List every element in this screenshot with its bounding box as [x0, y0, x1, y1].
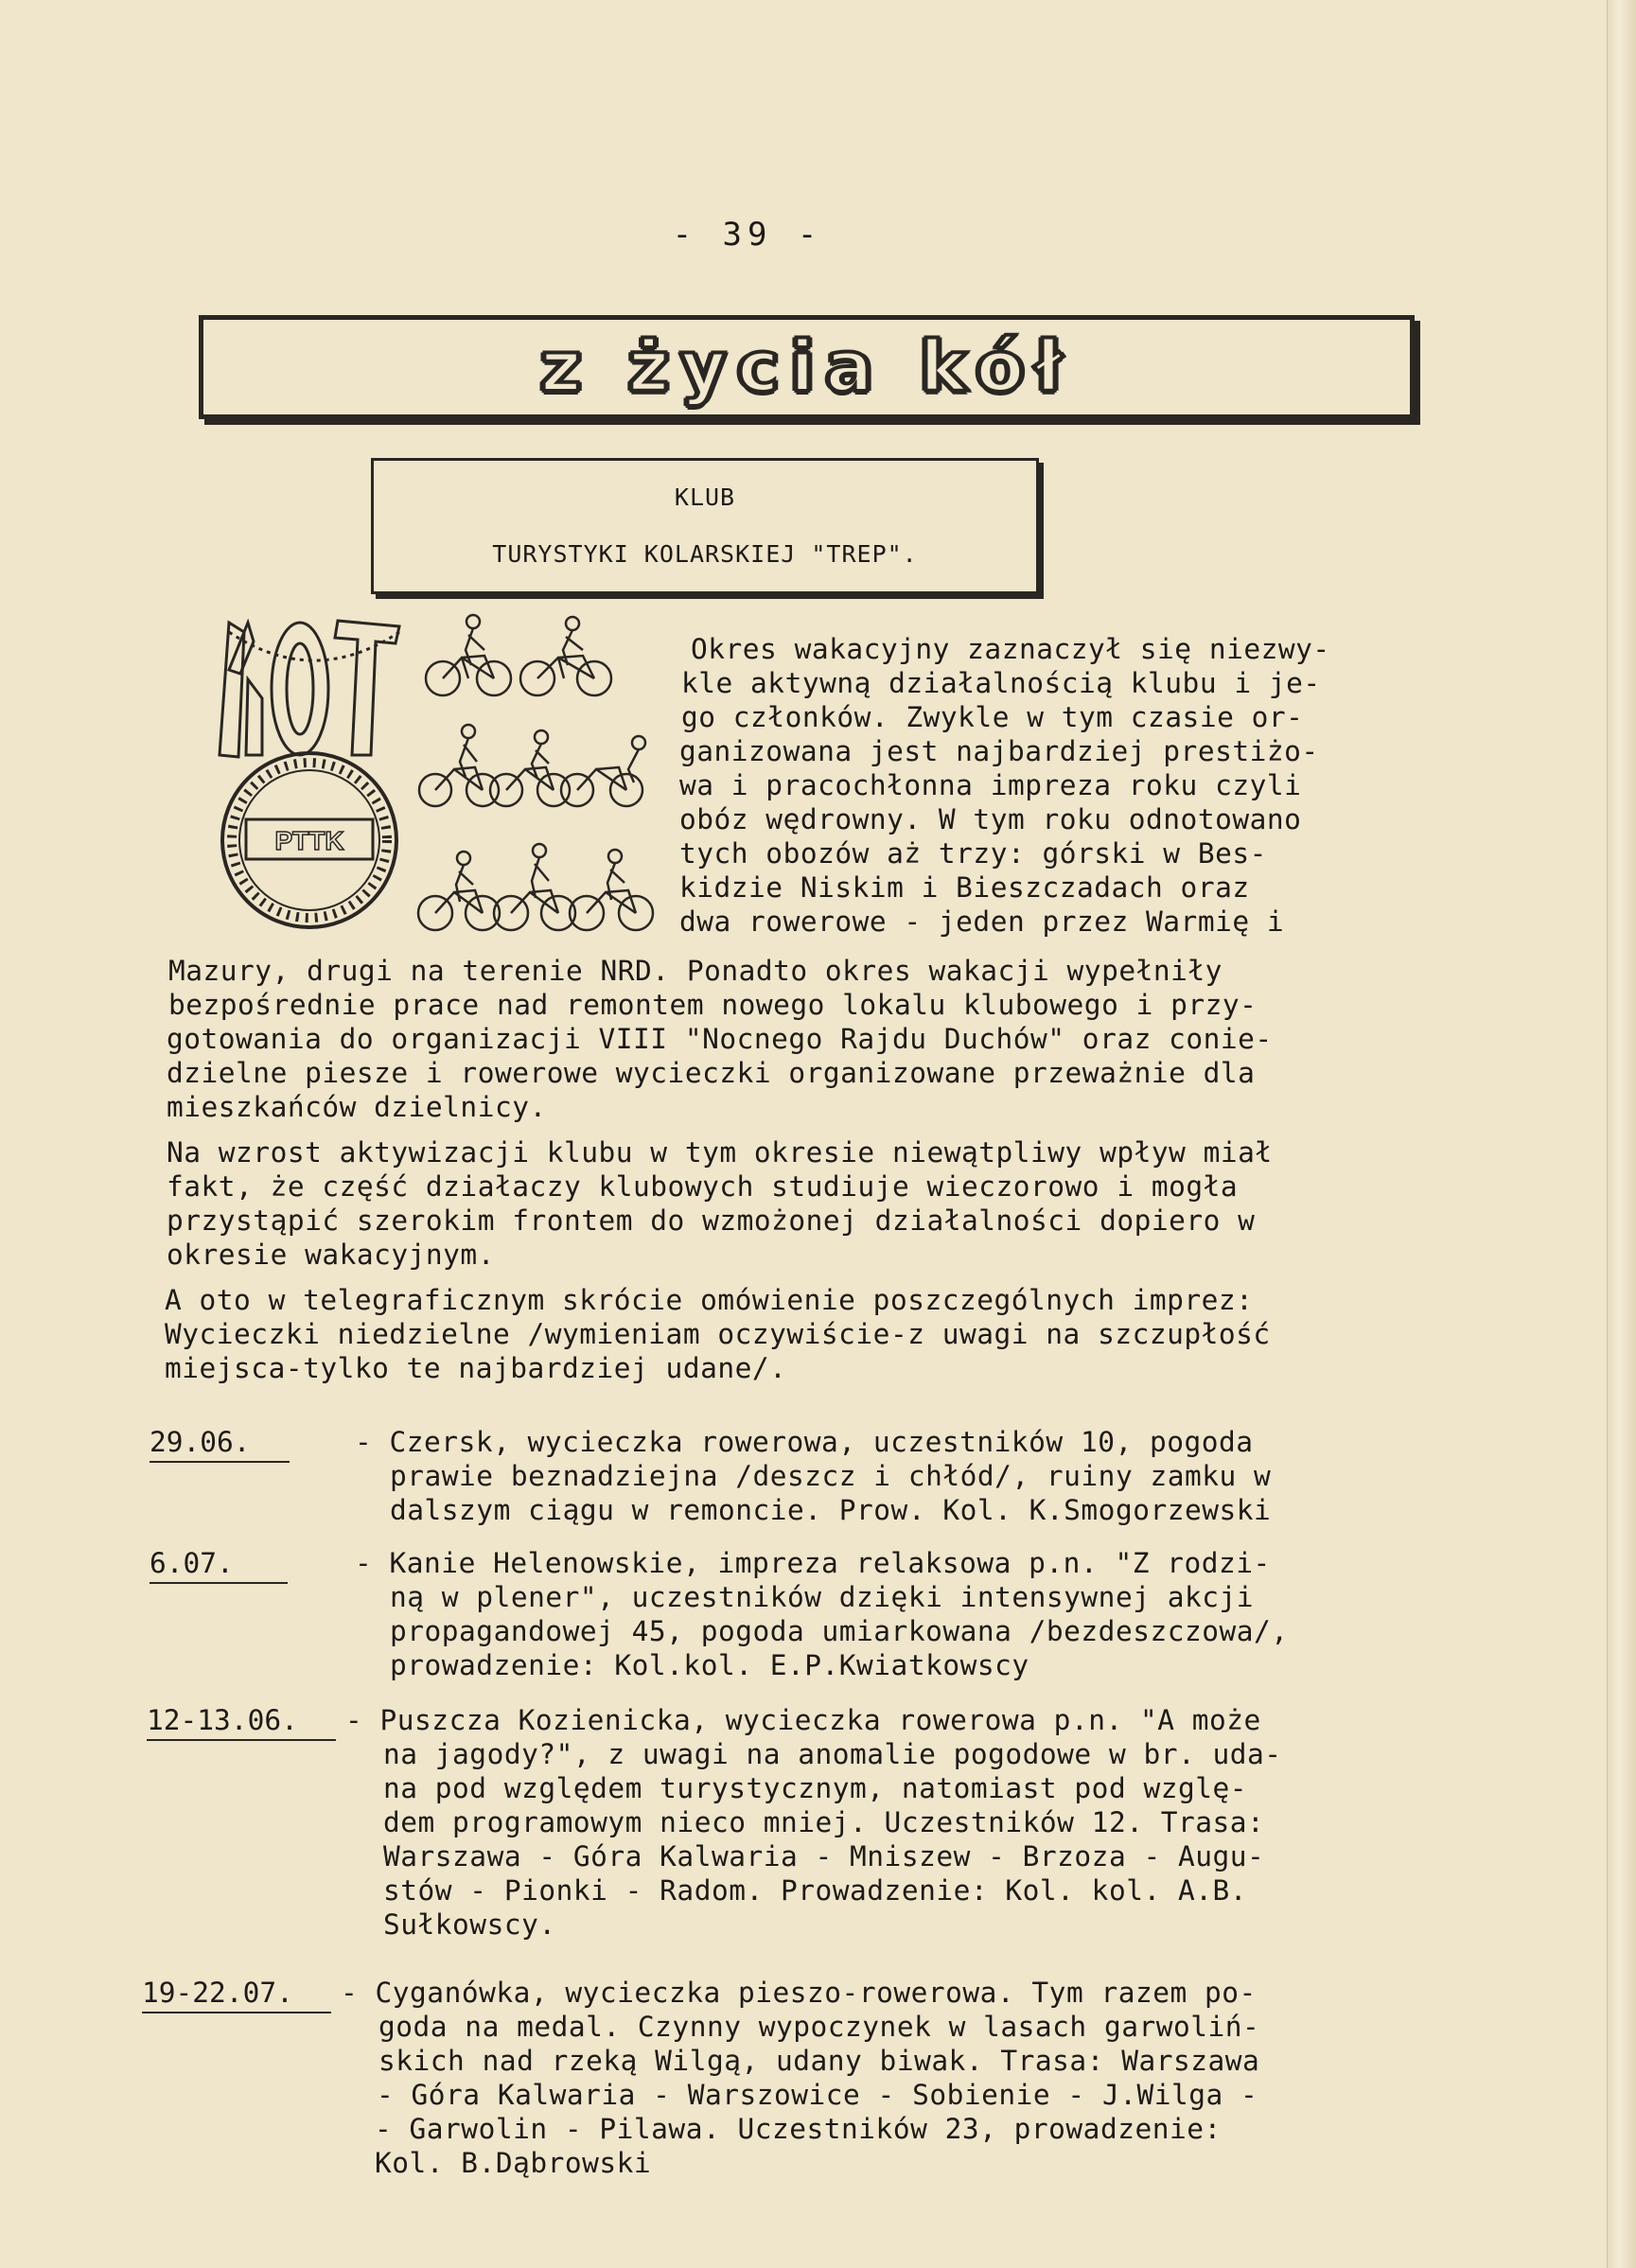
body-line: przystąpić szerokim frontem do wzmożonej działalności dopiero w [167, 1204, 1256, 1237]
body-line: mieszkańców dzielnicy. [167, 1091, 547, 1123]
entry-date: 29.06. [150, 1425, 290, 1463]
wrap-line: Okres wakacyjny zaznaczył się niezwy- [691, 633, 1330, 665]
entry-line: - Czersk, wycieczka rowerowa, uczestników 10, pogoda [355, 1426, 1254, 1458]
entry-line: na jagody?", z uwagi na anomalie pogodowe w br. uda- [383, 1738, 1282, 1770]
body-line: dzielne piesze i rowerowe wycieczki organizowane przeważnie dla [167, 1057, 1256, 1089]
entry-line: dalszym ciągu w remoncie. Prow. Kol. K.Smogorzewski [390, 1494, 1272, 1526]
entry-line: - Garwolin - Pilawa. Uczestników 23, prowadzenie: [375, 2113, 1222, 2145]
kot-pttk-emblem-icon [210, 613, 409, 940]
entry-line: - Cyganówka, wycieczka pieszo-rowerowa. Tym razem po- [341, 1977, 1257, 2009]
entry-line: stów - Pionki - Radom. Prowadzenie: Kol. kol. A.B. [383, 1874, 1248, 1907]
wrap-line: go członków. Zwykle w tym czasie or- [681, 701, 1304, 733]
entry-date: 12-13.06. [147, 1703, 336, 1741]
body-line: A oto w telegraficznym skrócie omówienie poszczególnych imprez: [165, 1284, 1254, 1316]
entry-date: 6.07. [150, 1546, 288, 1584]
body-line: fakt, że część działaczy klubowych studiuje wieczorowo i mogła [167, 1170, 1239, 1203]
entry-line: propagandowej 45, pogoda umiarkowana /bezdeszczowa/, [390, 1615, 1289, 1647]
wrap-line: wa i pracochłonna impreza roku czyli [679, 769, 1302, 801]
body-line: miejsca-tylko te najbardziej udane/. [165, 1352, 787, 1384]
entry-line: dem programowym nieco mniej. Uczestników 12. Trasa: [383, 1806, 1265, 1838]
entry-line: ną w plener", uczestników dzięki intensywnej akcji [390, 1581, 1255, 1613]
entry-line: Warszawa - Góra Kalwaria - Mniszew - Brzoza - Augu- [383, 1840, 1265, 1872]
entry-line: prawie beznadziejna /deszcz i chłód/, ruiny zamku w [390, 1460, 1272, 1492]
page-number: - 39 - [672, 216, 823, 254]
wrap-line: kle aktywną działalnością klubu i je- [681, 667, 1321, 699]
cyclists-illustration-icon [416, 610, 658, 946]
body-line: gotowania do organizacji VIII "Nocnego Rajdu Duchów" oraz conie- [167, 1023, 1273, 1055]
entry-line: Sułkowscy. [383, 1908, 556, 1941]
club-title-box [371, 458, 1039, 594]
entry-line: goda na medal. Czynny wypoczynek w lasach garwoliń- [378, 2011, 1260, 2043]
entry-line: - Kanie Helenowskie, impreza relaksowa p.n. "Z rodzi- [355, 1547, 1271, 1579]
entry-line: prowadzenie: Kol.kol. E.P.Kwiatkowscy [390, 1649, 1029, 1681]
entry-line: skich nad rzeką Wilgą, udany biwak. Trasa: Warszawa [378, 2045, 1260, 2077]
entry-line: - Puszcza Kozienicka, wycieczka rowerowa p.n. "A może [345, 1704, 1261, 1736]
body-line: okresie wakacyjnym. [167, 1239, 495, 1271]
club-title-line1: KLUB [674, 483, 736, 511]
section-title: z życia kół [540, 326, 1073, 408]
entry-line: na pod względem turystycznym, natomiast pod wzglę- [383, 1772, 1248, 1804]
emblem-badge-text: PTTK [274, 826, 344, 855]
entry-date: 19-22.07. [142, 1976, 331, 2013]
body-line: Na wzrost aktywizacji klubu w tym okresie niewątpliwy wpływ miał [167, 1136, 1273, 1169]
page-edge [1607, 0, 1636, 2268]
body-line: Mazury, drugi na terenie NRD. Ponadto okres wakacji wypełniły [168, 955, 1223, 987]
wrap-line: ganizowana jest najbardziej prestiżo- [679, 735, 1319, 767]
entry-line: Kol. B.Dąbrowski [375, 2147, 652, 2179]
body-line: Wycieczki niedzielne /wymieniam oczywiście-z uwagi na szczupłość [165, 1318, 1271, 1350]
wrap-line: obóz wędrowny. W tym roku odnotowano [679, 803, 1302, 835]
wrap-line: dwa rowerowe - jeden przez Warmię i [679, 905, 1285, 938]
wrap-line: kidzie Niskim i Bieszczadach oraz [679, 871, 1250, 904]
body-line: bezpośrednie prace nad remontem nowego lokalu klubowego i przy- [168, 989, 1258, 1021]
entry-line: - Góra Kalwaria - Warszowice - Sobienie - J.Wilga - [377, 2079, 1258, 2111]
wrap-line: tych obozów aż trzy: górski w Bes- [679, 837, 1267, 870]
section-banner [199, 315, 1415, 419]
club-title-line2: TURYSTYKI KOLARSKIEJ "TREP". [492, 540, 918, 568]
